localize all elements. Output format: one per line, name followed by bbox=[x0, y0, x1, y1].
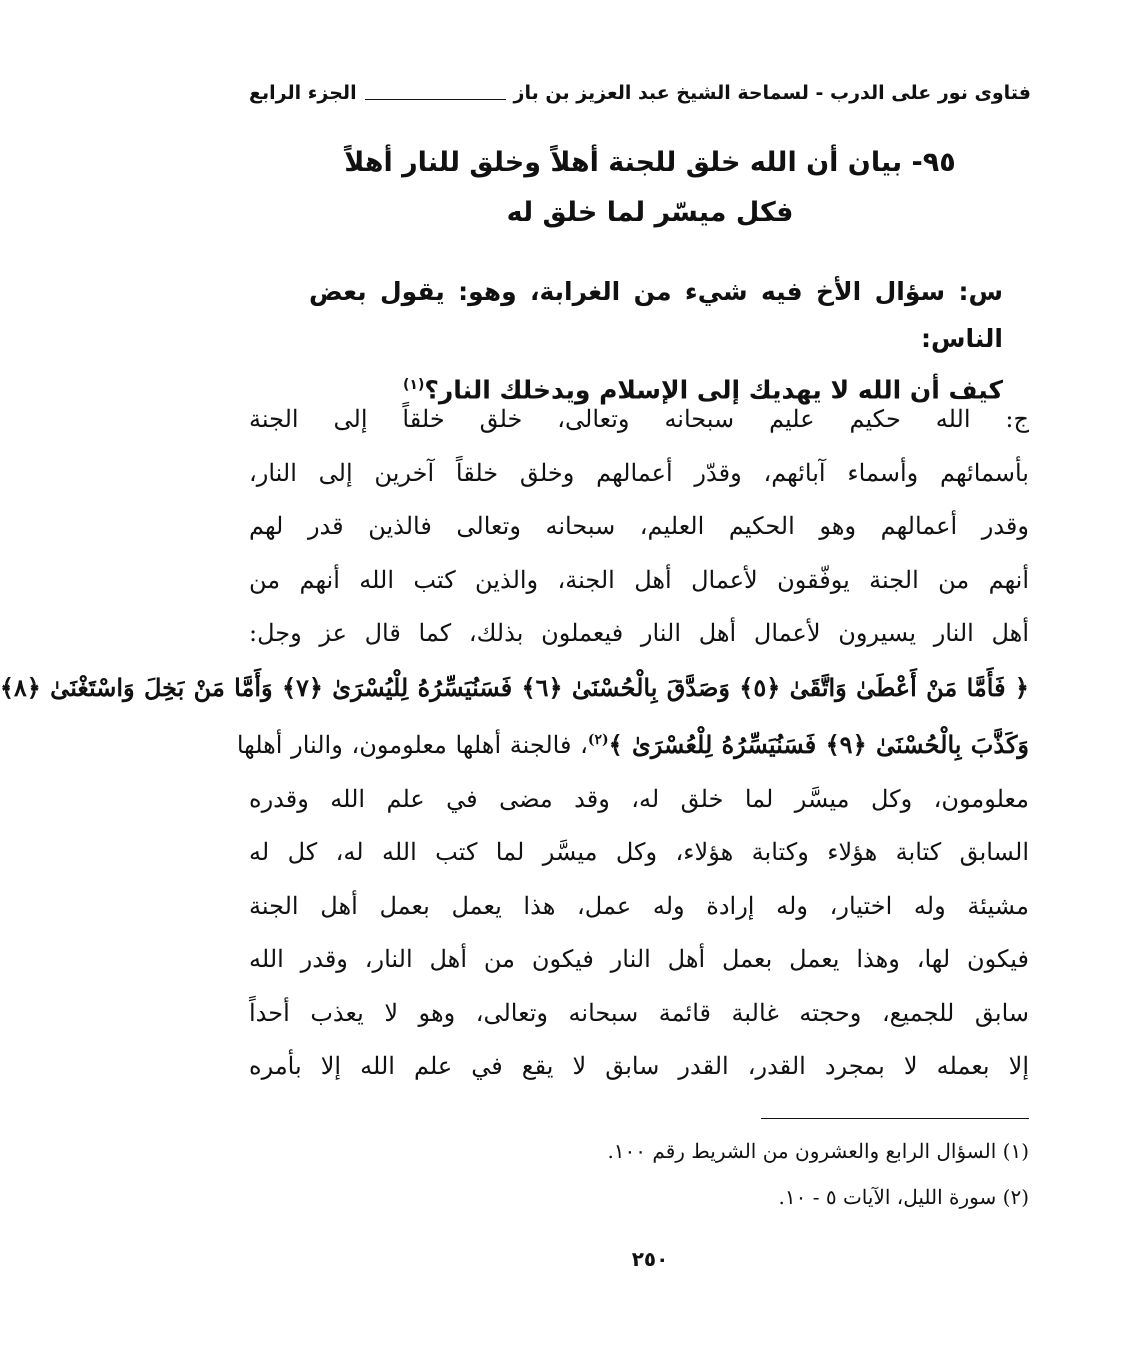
answer-line-2: بأسمائهم وأسماء آبائهم، وقدّر أعمالهم وخلق خلقاً آخرين إلى النار، bbox=[249, 458, 1029, 487]
header-rule bbox=[365, 87, 506, 100]
answer-line-4: أنهم من الجنة يوفّقون لأعمال أهل الجنة، والذين كتب الله أنهم من bbox=[249, 565, 1029, 594]
answer-line-9: السابق كتابة هؤلاء وكتابة هؤلاء، وكل ميسَّر لما كتب الله له، كل له bbox=[249, 838, 1029, 866]
answer-line-11: فيكون لها، وهذا يعمل بعمل أهل النار فيكون من أهل النار، وقدر الله bbox=[249, 945, 1029, 973]
footnote-1: (١) السؤال الرابع والعشرون من الشريط رقم ١٠٠. bbox=[607, 1139, 1029, 1163]
footnote-2: (٢) سورة الليل، الآيات ٥ - ١٠. bbox=[778, 1185, 1029, 1209]
answer-line-13: إلا بعمله لا بمجرد القدر، القدر سابق لا يقع في علم الله إلا بأمره bbox=[249, 1052, 1029, 1080]
footnote-separator bbox=[761, 1118, 1029, 1119]
book-title: فتاوى نور على الدرب - لسماحة الشيخ عبد العزيز بن باز bbox=[513, 82, 1031, 104]
answer-line-3: وقدر أعمالهم وهو الحكيم العليم، سبحانه وتعالى فالذين قدر لهم bbox=[249, 512, 1029, 540]
footnote-ref-1: (١) bbox=[403, 377, 425, 393]
chapter-title-line-1: ٩٥- بيان أن الله خلق للجنة أهلاً وخلق للنار أهلاً bbox=[344, 147, 956, 178]
answer-line-8: معلومون، وكل ميسَّر لما خلق له، وقد مضى في علم الله وقدره bbox=[249, 784, 1029, 813]
question-line-1: س: سؤال الأخ فيه شيء من الغرابة، وهو: يقول بعض الناس: bbox=[309, 277, 1003, 353]
answer-line-7-rest: ، فالجنة أهلها معلومون، والنار أهلها bbox=[236, 731, 588, 759]
part-label: الجزء الرابع bbox=[249, 82, 357, 104]
answer-block bbox=[0, 393, 1030, 1094]
question-line-2-text: كيف أن الله لا يهديك إلى الإسلام ويدخلك النار؟ bbox=[424, 375, 1003, 405]
quran-verse-end: وَكَذَّبَ بِالْحُسْنَىٰ ﴿٩﴾ فَسَنُيَسِّرُهُ لِلْعُسْرَىٰ ﴾ bbox=[608, 730, 1029, 759]
chapter-title-line-2: فكل ميسّر لما خلق له bbox=[506, 197, 794, 228]
running-header bbox=[249, 78, 1031, 108]
answer-line-12: سابق للجميع، وحجته غالبة قائمة سبحانه وتعالى، وهو لا يعذب أحداً bbox=[249, 998, 1029, 1027]
footnotes bbox=[279, 1128, 1029, 1220]
answer-line-1: ج: الله حكيم عليم سبحانه وتعالى، خلق خلقاً إلى الجنة bbox=[249, 405, 1029, 433]
footnote-ref-2: (٢) bbox=[587, 732, 609, 748]
chapter-title bbox=[299, 138, 1001, 238]
answer-line-5: أهل النار يسيرون لأعمال أهل النار فيعملون بذلك، كما قال عز وجل: bbox=[249, 619, 1030, 647]
page-number: ٢٥٠ bbox=[631, 1247, 669, 1271]
question-block bbox=[309, 268, 1003, 413]
quran-verse-line: ﴿ فَأَمَّا مَنْ أَعْطَىٰ وَاتَّقَىٰ ﴿٥﴾ وَصَدَّقَ بِالْحُسْنَىٰ ﴿٦﴾ فَسَنُيَسِّرُهُ لِلْيُسْرَىٰ ﴿٧﴾ وَأَمَّا مَنْ بَخِلَ وَاسْتَغْنَىٰ ﴿٨﴾ bbox=[0, 672, 1029, 702]
answer-line-7 bbox=[236, 714, 1029, 773]
answer-line-10: مشيئة وله اختيار، وله إرادة وله عمل، هذا يعمل بعمل أهل الجنة bbox=[249, 891, 1029, 920]
